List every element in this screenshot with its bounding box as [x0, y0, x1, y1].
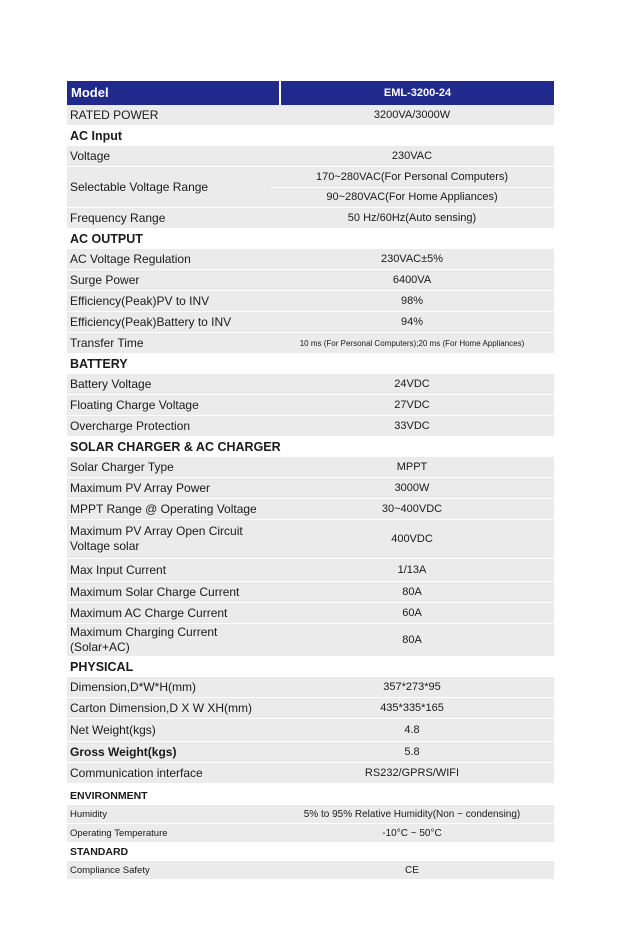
table-row: [67, 824, 554, 843]
table-row: [67, 559, 554, 582]
model-label: Model: [71, 85, 109, 100]
table-row: [67, 105, 554, 126]
row-value: 435*335*165: [380, 702, 444, 714]
row-label: Max Input Current: [70, 562, 167, 577]
table-row: [67, 582, 554, 603]
row-value: 30~400VDC: [381, 503, 443, 515]
row-value: 230VAC: [391, 150, 433, 162]
section-title: BATTERY: [67, 354, 554, 374]
row-label: Floating Charge Voltage: [70, 397, 199, 412]
table-row: [67, 146, 554, 167]
row-value: 50 Hz/60Hz(Auto sensing): [347, 212, 477, 224]
row-label: Overcharge Protection: [70, 418, 191, 433]
row-value: 24VDC: [394, 378, 430, 390]
row-value: 5.8: [404, 746, 420, 758]
table-row: [67, 270, 554, 291]
row-label: Dimension,D*W*H(mm): [70, 679, 197, 694]
row-label: Maximum Charging Current (Solar+AC): [70, 625, 218, 654]
row-label: Net Weight(kgs): [70, 722, 156, 737]
row-value: CE: [405, 864, 419, 876]
table-row: [67, 520, 554, 559]
row-value: [270, 167, 554, 207]
row-label: Voltage: [70, 148, 111, 163]
section-title: AC OUTPUT: [67, 229, 554, 249]
section-title: PHYSICAL: [67, 657, 554, 677]
spec-table: [67, 81, 554, 880]
row-value: 1/13A: [397, 564, 427, 576]
row-label: Maximum PV Array Power: [70, 480, 211, 495]
section-title: STANDARD: [67, 843, 554, 861]
row-label: Selectable Voltage Range: [70, 179, 209, 194]
table-row: [67, 763, 554, 784]
table-row: [67, 677, 554, 698]
table-row: [67, 499, 554, 520]
model-value: EML-3200-24: [279, 81, 554, 105]
row-label: Operating Temperature: [70, 827, 168, 839]
table-row: [67, 719, 554, 742]
row-label: Efficiency(Peak)Battery to INV: [70, 314, 232, 329]
row-value: -10°C ~ 50°C: [382, 827, 442, 839]
table-row: [67, 333, 554, 354]
table-row: [67, 416, 554, 437]
row-label: Maximum AC Charge Current: [70, 605, 228, 620]
row-value: 33VDC: [394, 420, 430, 432]
table-row: [67, 742, 554, 763]
table-row: [67, 603, 554, 624]
table-row: [67, 374, 554, 395]
row-value: 400VDC: [391, 533, 433, 545]
row-subvalue: 170~280VAC(For Personal Computers): [315, 170, 509, 183]
row-label: AC Voltage Regulation: [70, 251, 191, 266]
section-title: ENVIRONMENT: [67, 787, 554, 805]
table-row: [67, 167, 554, 208]
row-value: 60A: [402, 607, 422, 619]
row-value: RS232/GPRS/WIFI: [364, 767, 460, 779]
table-row: [67, 291, 554, 312]
row-label: Surge Power: [70, 272, 140, 287]
row-value: 27VDC: [394, 399, 430, 411]
row-label: Battery Voltage: [70, 376, 152, 391]
table-row: [67, 805, 554, 824]
row-value: 230VAC±5%: [380, 253, 444, 265]
row-label: Gross Weight(kgs): [70, 744, 177, 759]
table-row: [67, 457, 554, 478]
row-label: Efficiency(Peak)PV to INV: [70, 293, 210, 308]
row-label: Maximum PV Array Open Circuit Voltage solar: [70, 524, 243, 553]
row-value: 357*273*95: [383, 681, 441, 693]
row-subvalue: 90~280VAC(For Home Appliances): [270, 187, 554, 208]
table-row: [67, 208, 554, 229]
section-title: SOLAR CHARGER & AC CHARGER: [67, 437, 554, 457]
table-row: [67, 249, 554, 270]
row-label: Carton Dimension,D X W XH(mm): [70, 700, 253, 715]
row-label: Frequency Range: [70, 210, 166, 225]
row-label: RATED POWER: [70, 107, 159, 122]
row-label: Humidity: [70, 808, 107, 820]
row-label: Transfer Time: [70, 335, 144, 350]
row-value: 6400VA: [392, 274, 432, 286]
row-value: 3000W: [394, 482, 430, 494]
table-row: [67, 478, 554, 499]
table-row: [67, 698, 554, 719]
row-label: Communication interface: [70, 765, 203, 780]
row-label: MPPT Range @ Operating Voltage: [70, 501, 257, 516]
row-label: Solar Charger Type: [70, 459, 174, 474]
row-value: 3200VA/3000W: [373, 109, 451, 121]
row-value: 80A: [402, 634, 422, 646]
row-value: 94%: [400, 316, 424, 328]
row-value: 80A: [402, 586, 422, 598]
table-header: [67, 81, 554, 105]
row-value: 10 ms (For Personal Computers);20 ms (For Home Appliances): [299, 338, 525, 348]
table-row: [67, 624, 554, 657]
row-value: 5% to 95% Relative Humidity(Non ~ condensing): [303, 808, 521, 820]
table-row: [67, 395, 554, 416]
row-value: MPPT: [396, 461, 428, 473]
section-title: AC Input: [67, 126, 554, 146]
row-value: 98%: [400, 295, 424, 307]
row-label: Compliance Safety: [70, 864, 150, 876]
row-label: Maximum Solar Charge Current: [70, 584, 240, 599]
table-row: [67, 861, 554, 880]
table-row: [67, 312, 554, 333]
row-value: 4.8: [404, 724, 420, 736]
